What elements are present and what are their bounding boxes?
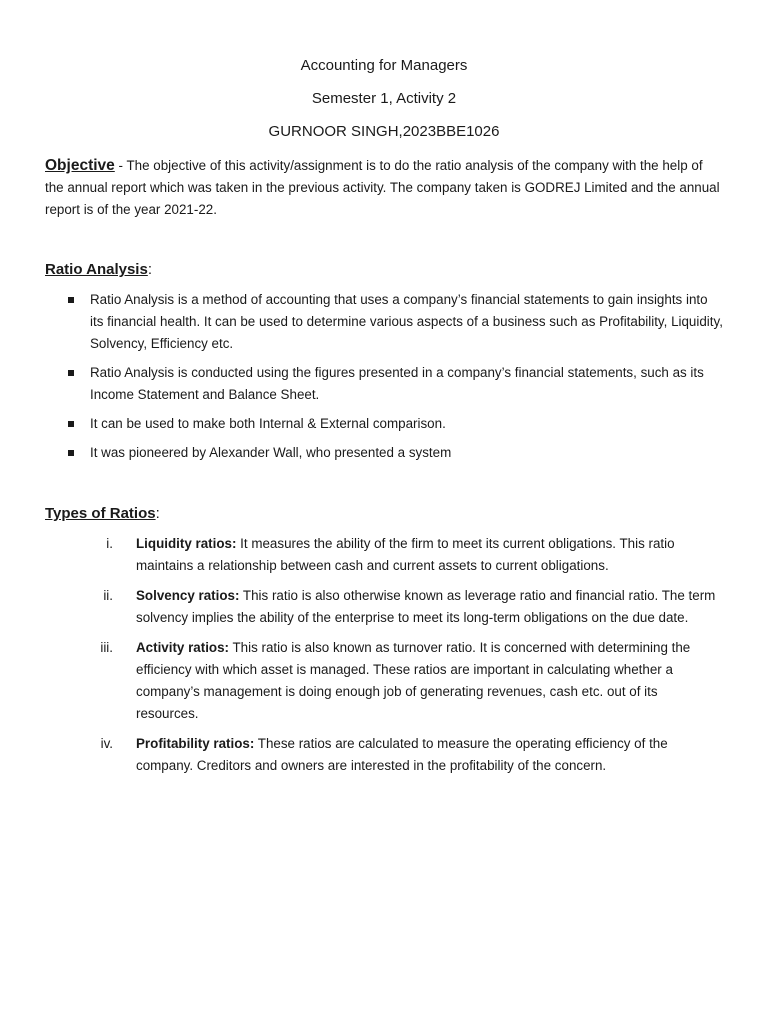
list-item — [45, 733, 723, 777]
objective-heading: Objective — [45, 157, 115, 174]
list-item — [45, 289, 723, 355]
ratio-description: This ratio is also known as turnover ratio. It is concerned with determining the efficiency with which asset is managed. These ratios are important in calculating whether a company’s management is doing enough job of generating revenues, cash etc. out of its resources. — [136, 640, 691, 721]
square-bullet-icon — [68, 370, 74, 376]
list-item-text: It was pioneered by Alexander Wall, who presented a system — [90, 445, 452, 460]
objective-text: The objective of this activity/assignment is to do the ratio analysis of the company with the help of the annual report which was taken in the previous activity. The company taken is GODREJ Limited and the annual report is of the year 2021-22. — [45, 158, 720, 217]
ratio-term: Profitability ratios: — [136, 736, 255, 751]
ratio-analysis-heading — [45, 259, 723, 281]
ratio-term: Liquidity ratios: — [136, 536, 237, 551]
list-item-text: Ratio Analysis is conducted using the figures presented in a company’s financial statements, such as its Income Statement and Balance Sheet. — [90, 365, 704, 402]
ratio-analysis-heading-colon: : — [147, 261, 152, 278]
ratio-term: Activity ratios: — [136, 640, 230, 655]
list-number: i. — [106, 536, 113, 551]
course-title: Accounting for Managers — [300, 57, 468, 74]
list-item — [45, 413, 723, 435]
ratio-description: This ratio is also otherwise known as leverage ratio and financial ratio. The term solvency implies the ability of the enterprise to meet its long-term obligations on the due date. — [136, 588, 716, 625]
square-bullet-icon — [68, 450, 74, 456]
objective-paragraph — [45, 155, 723, 221]
types-of-ratios-heading-text: Types of Ratios — [45, 505, 156, 522]
student-title: GURNOOR SINGH,2023BBE1026 — [268, 123, 500, 140]
list-number: iv. — [100, 736, 113, 751]
ratio-term: Solvency ratios: — [136, 588, 240, 603]
square-bullet-icon — [68, 421, 74, 427]
types-of-ratios-list — [45, 533, 723, 777]
list-item — [45, 362, 723, 406]
types-of-ratios-heading — [45, 503, 723, 525]
list-number: ii. — [103, 588, 113, 603]
ratio-description: It measures the ability of the firm to meet its current obligations. This ratio maintains a relationship between cash and current assets to current obligations. — [136, 536, 675, 573]
list-item-text: It can be used to make both Internal & External comparison. — [90, 416, 446, 431]
list-item — [45, 637, 723, 725]
semester-title: Semester 1, Activity 2 — [311, 90, 457, 107]
list-item-text: Ratio Analysis is a method of accounting that uses a company’s financial statements to gain insights into its financial health. It can be used to determine various aspects of a business such as Profitability, Liquidity, Solvency, Efficiency etc. — [90, 292, 723, 351]
square-bullet-icon — [68, 297, 74, 303]
list-item — [45, 585, 723, 629]
ratio-analysis-list — [45, 289, 723, 464]
types-of-ratios-heading-colon: : — [155, 505, 160, 522]
list-number: iii. — [100, 640, 113, 655]
ratio-description: These ratios are calculated to measure the operating efficiency of the company. Creditors and owners are interested in the profitability of the concern. — [136, 736, 668, 773]
ratio-analysis-heading-text: Ratio Analysis — [45, 261, 148, 278]
objective-separator: - — [114, 158, 127, 173]
list-item — [45, 533, 723, 577]
list-item — [45, 442, 723, 464]
